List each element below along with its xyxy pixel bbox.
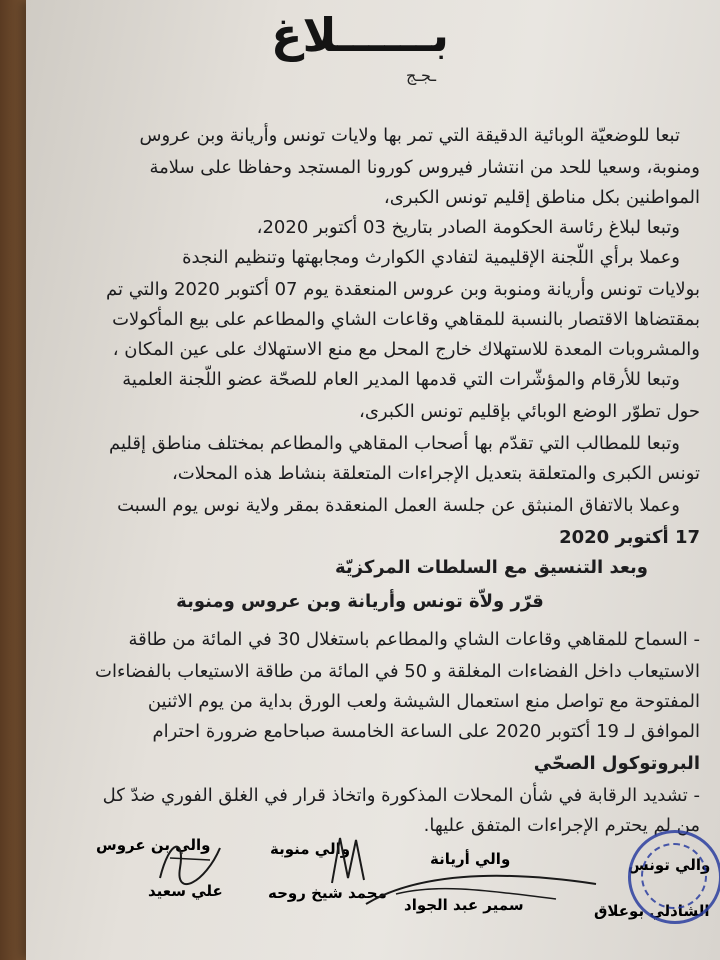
paragraph-line: وتبعا للمطالب التي تقدّم بها أصحاب المقاهي والمطاعم بمختلف مناطق إقليم — [109, 433, 680, 454]
paragraph-line: وتبعا للأرقام والمؤشّرات التي قدمها المدير العام للصحّة عضو اللّجنة العلمية — [122, 369, 680, 390]
decision-line: - تشديد الرقابة في شأن المحلات المذكورة واتخاذ قرار في الغلق الفوري ضدّ كل — [102, 785, 700, 806]
signature-name-ben-arous: علي سعيد — [148, 882, 223, 900]
paragraph-line: وعملا برأي اللّجنة الإقليمية لتفادي الكوارث ومجابهتها وتنظيم النجدة — [182, 247, 680, 268]
signature-scrawl-ben-arous — [150, 828, 230, 888]
paragraph-line: والمشروبات المعدة للاستهلاك خارج المحل مع منع الاستهلاك على عين المكان ، — [112, 339, 700, 360]
paragraph-line: حول تطوّر الوضع الوبائي بإقليم تونس الكبرى، — [359, 401, 700, 422]
signature-name-tunis: الشاذلي بوعلاق — [594, 902, 710, 920]
signature-name-manouba: محمد شيخ روحه — [268, 884, 387, 902]
coordination-line: وبعد التنسيق مع السلطات المركزيّة — [334, 557, 648, 578]
communique-document — [40, 0, 700, 960]
paragraph-line: بمقتضاها الاقتصار بالنسبة للمقاهي وقاعات الشاي والمطاعم على بيع المأكولات — [112, 309, 700, 330]
signature-title-ariana: والي أريانة — [430, 850, 511, 868]
paragraph-line: بولايات تونس وأريانة ومنوبة وبن عروس المنعقدة يوم 07 أكتوبر 2020 والتي تم — [106, 279, 700, 300]
stamp-inner-ring — [641, 843, 707, 909]
paragraph-line: المواطنين بكل مناطق إقليم تونس الكبرى، — [383, 187, 700, 208]
decision-line: الموافق لـ 19 أكتوبر 2020 على الساعة الخامسة صباحامع ضرورة احترام — [152, 721, 700, 742]
decision-line: - السماح للمقاهي وقاعات الشاي والمطاعم باستغلال 30 في المائة من طاقة — [128, 629, 700, 650]
paragraph-line: تبعا للوضعيّة الوبائية الدقيقة التي تمر بها ولايات تونس وأريانة وبن عروس — [139, 125, 680, 146]
signature-title-manouba: والي منوبة — [270, 840, 351, 858]
signature-scrawl-ariana — [356, 864, 606, 924]
decision-line: من لم يحترم الإجراءات المتفق عليها. — [423, 815, 700, 836]
signature-title-ben-arous: والي بن عروس — [96, 836, 211, 854]
decision-heading: قرّر ولاّة تونس وأريانة وبن عروس ومنوبة — [176, 591, 544, 612]
decision-line: البروتوكول الصحّي — [533, 753, 700, 774]
decision-line: الاستيعاب داخل الفضاءات المغلقة و 50 في المائة من طاقة الاستيعاب بالفضاءات — [95, 661, 700, 682]
paragraph-line: وتبعا لبلاغ رئاسة الحكومة الصادر بتاريخ 03 أكتوبر 2020، — [256, 217, 680, 238]
decision-line: المفتوحة مع تواصل منع استعمال الشيشة ولعب الورق بداية من يوم الاثنين — [147, 691, 700, 712]
paragraph-line: وعملا بالاتفاق المنبثق عن جلسة العمل المنعقدة بمقر ولاية نوس يوم السبت — [117, 495, 680, 516]
date-line: 17 أكتوبر 2020 — [559, 527, 700, 548]
paragraph-line: ومنوبة، وسعيا للحد من انتشار فيروس كورونا المستجد وحفاظا على سلامة — [149, 157, 700, 178]
document-title: بــــــلاغ — [271, 8, 449, 62]
title-ornament: ـجـج — [406, 66, 437, 85]
paragraph-line: تونس الكبرى والمتعلقة بتعديل الإجراءات المتعلقة بنشاط هذه المحلات، — [171, 463, 700, 484]
signature-name-ariana: سمير عبد الجواد — [404, 896, 524, 914]
official-stamp — [628, 830, 720, 924]
signature-title-tunis: والي تونس — [628, 856, 711, 874]
